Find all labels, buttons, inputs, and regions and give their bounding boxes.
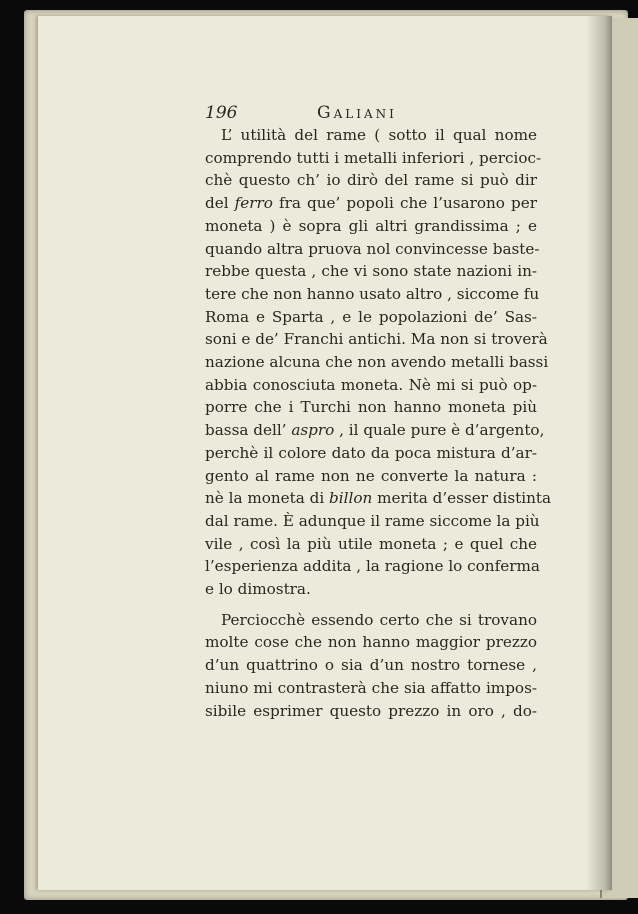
text-line: del ferro fra que’ popoli che l’usarono per: [205, 194, 537, 213]
text-line: molte cose che non hanno maggior prezzo: [205, 633, 537, 652]
text-line: soni e de’ Franchi antichi. Ma non si troverà: [205, 330, 548, 349]
body-text: [205, 124, 552, 722]
text-line: nè la moneta di billon merita d’esser distinta: [205, 489, 552, 508]
text-line: d’un quattrino o sia d’un nostro tornese ,: [205, 656, 537, 675]
text-line: nazione alcuna che non avendo metalli bassi: [205, 353, 549, 372]
text-line: Roma e Sparta , e le popolazioni de’ Sas-: [205, 307, 537, 326]
text-line: vile , così la più utile moneta ; e quel che: [205, 534, 537, 553]
text-line: L’ utilità del rame ( sotto il qual nome: [221, 126, 537, 144]
text-line: bassa dell’ aspro , il quale pure è d’argento,: [205, 421, 545, 440]
text-line: tere che non hanno usato altro , siccome fu: [205, 284, 540, 303]
text-line: porre che i Turchi non hanno moneta più: [205, 398, 537, 417]
text-line: niuno mi contrasterà che sia affatto impos-: [205, 678, 537, 697]
running-title: Galiani: [317, 103, 397, 123]
text-line: e lo dimostra.: [205, 580, 311, 599]
text-line: comprendo tutti i metalli inferiori , percioc-: [205, 148, 542, 167]
text-line: Perciocchè essendo certo che si trovano: [221, 610, 537, 629]
text-line: moneta ) è sopra gli altri grandissima ; e: [205, 216, 537, 235]
text-line: rebbe questa , che vi sono state nazioni in-: [205, 262, 537, 281]
text-line: chè questo ch’ io dirò del rame si può dir: [205, 171, 537, 190]
text-line: l’esperienza addita , la ragione lo conferma: [205, 557, 540, 576]
paragraph-1: [205, 124, 552, 601]
text-line: dal rame. È adunque il rame siccome la più: [205, 511, 540, 530]
paragraph-2: [205, 609, 537, 723]
text-line: sibile esprimer questo prezzo in oro , do-: [205, 701, 537, 720]
gutter-shadow: [586, 16, 612, 890]
text-line: abbia conosciuta moneta. Nè mi si può op-: [205, 375, 537, 394]
paragraph-gap: [205, 601, 537, 609]
text-line: perchè il colore dato da poca mistura d’ar-: [205, 443, 537, 462]
page-number: 196: [205, 103, 238, 123]
text-line: quando altra pruova nol convincesse baste-: [205, 239, 540, 258]
text-line: gento al rame non ne converte la natura :: [205, 466, 537, 485]
